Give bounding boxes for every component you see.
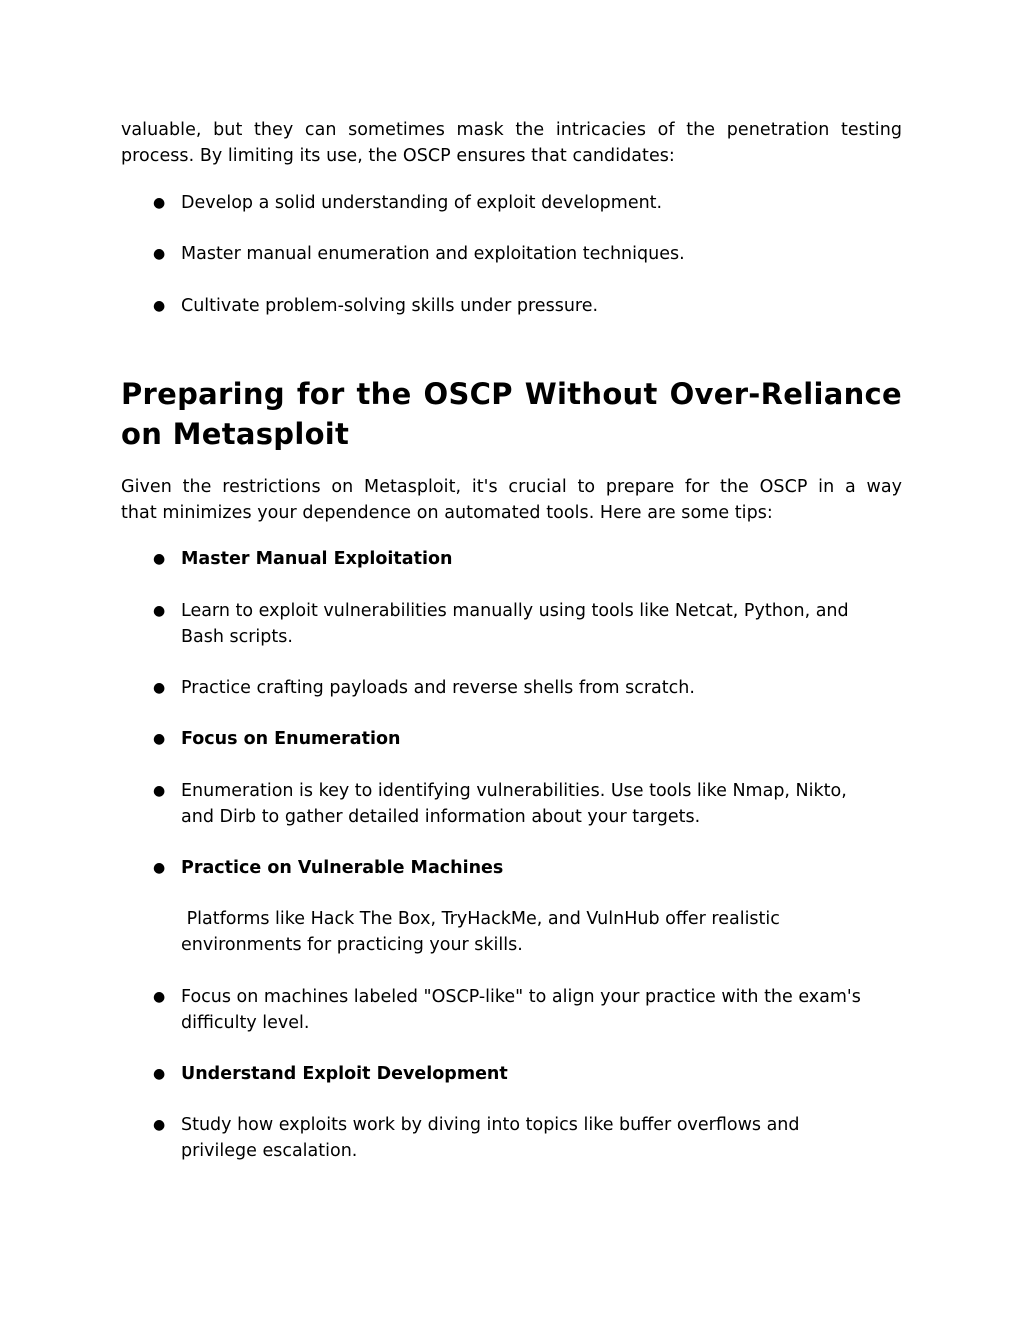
intro-line-2: process. By limiting its use, the OSCP ensures that candidates: xyxy=(121,145,675,166)
list-item xyxy=(121,599,962,650)
list-item-text-line-2: and Dirb to gather detailed information about your targets. xyxy=(181,806,701,827)
list-item xyxy=(121,985,962,1036)
list-item-text-line-2: privilege escalation. xyxy=(181,1140,358,1161)
list-item xyxy=(121,856,962,882)
section-paragraph xyxy=(121,475,902,526)
section-paragraph-line-2: that minimizes your dependence on automated tools. Here are some tips: xyxy=(121,502,773,523)
list-item-text-line-1: Enumeration is key to identifying vulnerabilities. Use tools like Nmap, Nikto, xyxy=(181,781,847,801)
section-paragraph-line-1: Given the restrictions on Metasploit, it's crucial to prepare for the OSCP in a way xyxy=(121,477,902,497)
list-item xyxy=(121,676,962,702)
list-item-text-line-1: Study how exploits work by diving into topics like buffer overflows and xyxy=(181,1115,800,1135)
list-item xyxy=(121,547,962,573)
list-item-text-line-2: Bash scripts. xyxy=(181,626,293,647)
bullet-icon: ● xyxy=(153,1117,166,1133)
list-item-text: Cultivate problem-solving skills under pressure. xyxy=(181,296,599,316)
section-heading-line-1: Preparing for the OSCP Without Over-Reliance xyxy=(121,377,902,411)
practice-description-line-1: Platforms like Hack The Box, TryHackMe, and VulnHub offer realistic xyxy=(181,909,780,929)
intro-paragraph xyxy=(121,118,902,169)
tip-title-manual-exploitation: Master Manual Exploitation xyxy=(181,549,453,569)
tip-title-vulnerable-machines: Practice on Vulnerable Machines xyxy=(181,858,504,878)
bullet-icon: ● xyxy=(153,860,166,876)
bullet-icon: ● xyxy=(153,731,166,747)
bullet-icon: ● xyxy=(153,680,166,696)
list-item-text-line-1: Focus on machines labeled "OSCP-like" to align your practice with the exam's xyxy=(181,987,861,1007)
list-item xyxy=(121,294,962,320)
tip-title-enumeration: Focus on Enumeration xyxy=(181,729,401,749)
list-item xyxy=(121,779,962,830)
list-item-text-line-1: Learn to exploit vulnerabilities manually using tools like Netcat, Python, and xyxy=(181,601,849,621)
list-item-text: Practice crafting payloads and reverse shells from scratch. xyxy=(181,678,695,698)
bullet-icon: ● xyxy=(153,603,166,619)
list-item xyxy=(121,191,962,217)
list-item xyxy=(121,1113,962,1164)
list-item xyxy=(121,1062,962,1088)
bullet-icon: ● xyxy=(153,1066,166,1082)
bullet-icon: ● xyxy=(153,246,166,262)
bullet-icon: ● xyxy=(153,195,166,211)
section-heading-line-2: on Metasploit xyxy=(121,417,350,451)
practice-description-line-2: environments for practicing your skills. xyxy=(181,934,523,955)
tip-title-exploit-development: Understand Exploit Development xyxy=(181,1064,508,1084)
section-heading xyxy=(121,374,902,454)
list-item-text: Master manual enumeration and exploitation techniques. xyxy=(181,244,685,264)
practice-description xyxy=(121,907,902,958)
bullet-icon: ● xyxy=(153,551,166,567)
bullet-icon: ● xyxy=(153,783,166,799)
intro-line-1: valuable, but they can sometimes mask the intricacies of the penetration testing xyxy=(121,120,902,140)
bullet-icon: ● xyxy=(153,298,166,314)
list-item-text-line-2: difficulty level. xyxy=(181,1012,310,1033)
list-item xyxy=(121,727,962,753)
list-item xyxy=(121,242,962,268)
bullet-icon: ● xyxy=(153,989,166,1005)
list-item-text: Develop a solid understanding of exploit development. xyxy=(181,193,663,213)
